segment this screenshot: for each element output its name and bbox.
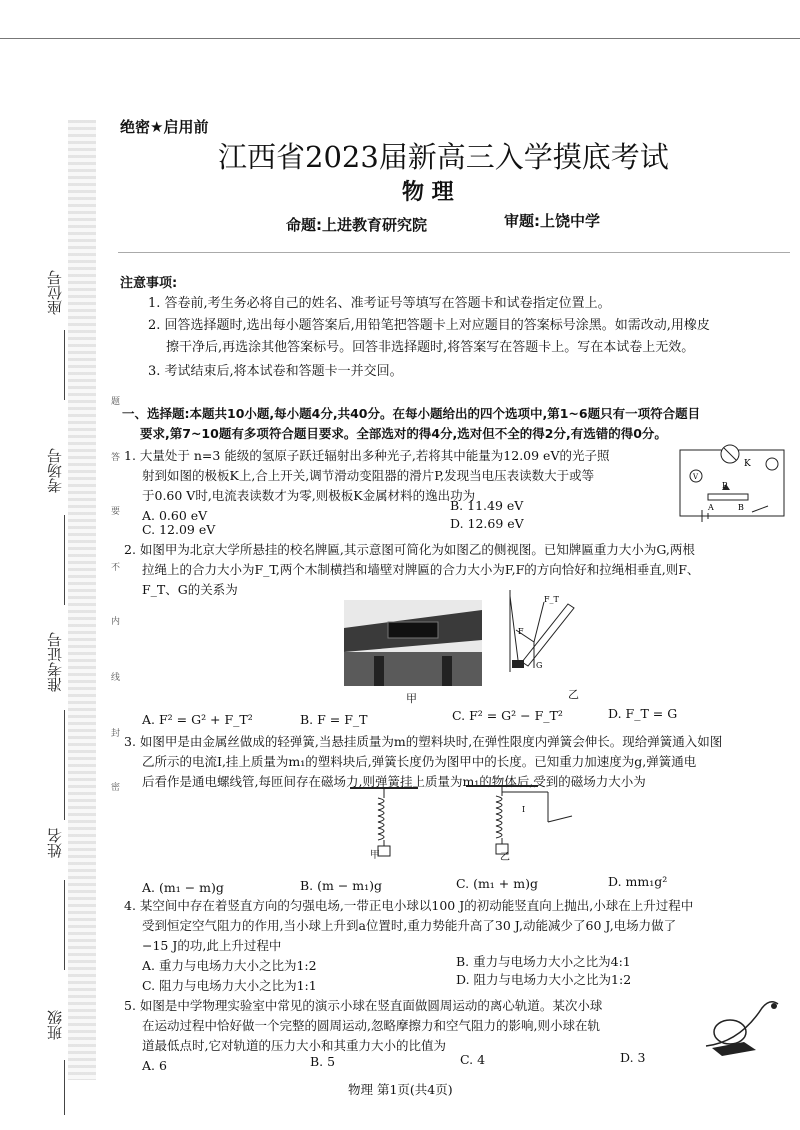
q3-text: 后看作是通电螺线管,每匝间存在磁场力,则弹簧挂上质量为m₁的物体后,受到的磁场力大小为 xyxy=(142,774,646,789)
q3-spring-figure-jia xyxy=(344,784,424,864)
q5-option-d: D. 3 xyxy=(620,1050,646,1065)
q1-option-b: B. 11.49 eV xyxy=(450,498,524,513)
header-divider xyxy=(118,252,790,253)
q4-text: 4. 某空间中存在着竖直方向的匀强电场,一带正电小球以100 J的初动能竖直向上抛出,小球在上升过程中 xyxy=(124,898,694,913)
page-footer: 物理 第1页(共4页) xyxy=(348,1082,453,1097)
q2-option-b: B. F = F_T xyxy=(300,712,368,727)
fig-label: A xyxy=(708,503,714,512)
seal-mark: 密 xyxy=(109,782,119,791)
q3-option-b: B. (m − m₁)g xyxy=(300,878,383,893)
q3-fig-caption-jia: 甲 xyxy=(370,850,380,861)
seat-label: 座位号 xyxy=(46,270,64,315)
q5-text: 5. 如图是中学物理实验室中常见的演示小球在竖直面做圆周运动的离心轨道。某次小球 xyxy=(124,998,603,1013)
q5-option-a: A. 6 xyxy=(142,1058,167,1073)
q5-option-b: B. 5 xyxy=(310,1054,336,1069)
reviewer-line: 审题:上饶中学 xyxy=(504,212,600,230)
seat-underline xyxy=(64,330,65,400)
seal-mark: 题 xyxy=(109,396,119,405)
q3-text: 3. 如图甲是由金属丝做成的轻弹簧,当悬挂质量为m的塑料块时,在弹性限度内弹簧会伸长。现给弹簧通入如图 xyxy=(124,734,723,749)
seal-mark: 不 xyxy=(109,562,119,571)
seal-mark: 内 xyxy=(109,616,119,625)
top-rule xyxy=(0,38,800,39)
q5-loop-track-figure xyxy=(700,998,790,1058)
class-label: 班级 xyxy=(46,1010,64,1040)
note-item: 擦干净后,再选涂其他答案标号。回答非选择题时,将答案写在答题卡上。写在本试卷上无效。 xyxy=(166,340,695,355)
class-underline xyxy=(64,1060,65,1115)
q2-option-c: C. F² = G² − F_T² xyxy=(452,708,563,723)
exam-title: 江西省2023届新高三入学摸底考试 xyxy=(218,140,669,174)
note-item: 2. 回答选择题时,选出每小题答案后,用铅笔把答题卡上对应题目的答案标号涂黑。如需改动,用橡皮 xyxy=(148,318,710,333)
q2-option-d: D. F_T = G xyxy=(608,706,678,721)
seal-mark: 线 xyxy=(109,672,119,681)
fig-label: K xyxy=(744,459,751,469)
fig-label: B xyxy=(738,503,744,512)
setter-line: 命题:上进教育研究院 xyxy=(286,216,427,234)
ticket-underline xyxy=(64,710,65,820)
binding-strip xyxy=(68,120,96,1080)
q2-text: F_T、G的关系为 xyxy=(142,582,238,597)
q5-option-c: C. 4 xyxy=(460,1052,486,1067)
note-item: 1. 答卷前,考生务必将自己的姓名、准考证号等填写在答题卡和试卷指定位置上。 xyxy=(148,296,611,311)
subject-title: 物 理 xyxy=(402,180,454,205)
q3-fig-caption-yi: 乙 xyxy=(500,852,510,863)
exam-room-underline xyxy=(64,515,65,605)
seal-mark: 要 xyxy=(109,506,119,515)
note-item: 3. 考试结束后,将本试卷和答题卡一并交回。 xyxy=(148,364,403,379)
q3-text: 乙所示的电流I,挂上质量为m₁的塑料块后,弹簧长度仍为图甲中的长度。已知重力加速度为g,弹簧通电 xyxy=(142,754,697,769)
q2-fig-caption-yi: 乙 xyxy=(568,688,579,701)
fig-label: F_T xyxy=(544,595,559,604)
notes-heading: 注意事项: xyxy=(120,276,178,291)
q2-text: 2. 如图甲为北京大学所悬挂的校名牌匾,其示意图可简化为如图乙的侧视图。已知牌匾重力大小为G,两根 xyxy=(124,542,695,557)
q1-text: 射到如图的极板K上,合上开关,调节滑动变阻器的滑片P,发现当电压表读数大于或等 xyxy=(142,468,595,483)
fig-label: P xyxy=(722,481,728,490)
q2-fig-caption-jia: 甲 xyxy=(406,692,417,705)
ticket-label: 准考证号 xyxy=(46,632,64,692)
q4-option-a: A. 重力与电场力大小之比为1:2 xyxy=(142,958,317,973)
q4-option-b: B. 重力与电场力大小之比为4:1 xyxy=(456,954,631,969)
q1-text: 1. 大量处于 n=3 能级的氢原子跃迁辐射出多种光子,若将其中能量为12.09 eV的光子照 xyxy=(124,448,610,463)
q4-option-c: C. 阻力与电场力大小之比为1:1 xyxy=(142,978,317,993)
q3-option-c: C. (m₁ + m)g xyxy=(456,876,538,891)
section-heading: 一、选择题:本题共10小题,每小题4分,共40分。在每小题给出的四个选项中,第1~6题只有一项符合题目 xyxy=(122,406,701,421)
q2-plaque-photo xyxy=(344,600,482,686)
q2-text: 拉绳上的合力大小为F_T,两个木制横挡和墙壁对牌匾的合力大小为F,F的方向恰好和拉绳相垂直,则F、 xyxy=(142,562,700,577)
fig-label: G xyxy=(536,661,543,670)
q5-text: 在运动过程中恰好做一个完整的圆周运动,忽略摩擦力和空气阻力的影响,则小球在轨 xyxy=(142,1018,600,1033)
q2-option-a: A. F² = G² + F_T² xyxy=(142,712,253,727)
q1-option-d: D. 12.69 eV xyxy=(450,516,524,531)
q1-text: 于0.60 V时,电流表读数才为零,则极板K金属材料的逸出功为 xyxy=(142,488,476,503)
q1-option-a: A. 0.60 eV xyxy=(142,508,208,523)
q1-circuit-figure xyxy=(672,440,790,524)
name-label: 姓名 xyxy=(46,828,64,858)
q3-option-a: A. (m₁ − m)g xyxy=(142,880,224,895)
seal-mark: 封 xyxy=(109,728,119,737)
section-heading-cont: 要求,第7~10题有多项符合题目要求。全部选对的得4分,选对但不全的得2分,有选错的得0分。 xyxy=(140,426,667,441)
q4-text: −15 J的功,此上升过程中 xyxy=(142,938,282,953)
q2-force-diagram xyxy=(500,590,600,690)
fig-label: F xyxy=(518,627,524,636)
q3-option-d: D. mm₁g² xyxy=(608,874,668,889)
seal-mark: 答 xyxy=(109,452,119,461)
secret-mark: 绝密★启用前 xyxy=(120,118,209,136)
q4-option-d: D. 阻力与电场力大小之比为1:2 xyxy=(456,972,632,987)
exam-room-label: 考场号 xyxy=(46,448,64,493)
fig-label: V xyxy=(693,473,699,481)
q1-option-c: C. 12.09 eV xyxy=(142,522,216,537)
name-underline xyxy=(64,880,65,970)
q4-text: 受到恒定空气阻力的作用,当小球上升到a位置时,重力势能升高了30 J,动能减少了60 J,电场力做了 xyxy=(142,918,677,933)
fig-label: I xyxy=(522,805,526,814)
q3-spring-figure-yi xyxy=(462,782,582,864)
q5-text: 道最低点时,它对轨道的压力大小和其重力大小的比值为 xyxy=(142,1038,446,1053)
